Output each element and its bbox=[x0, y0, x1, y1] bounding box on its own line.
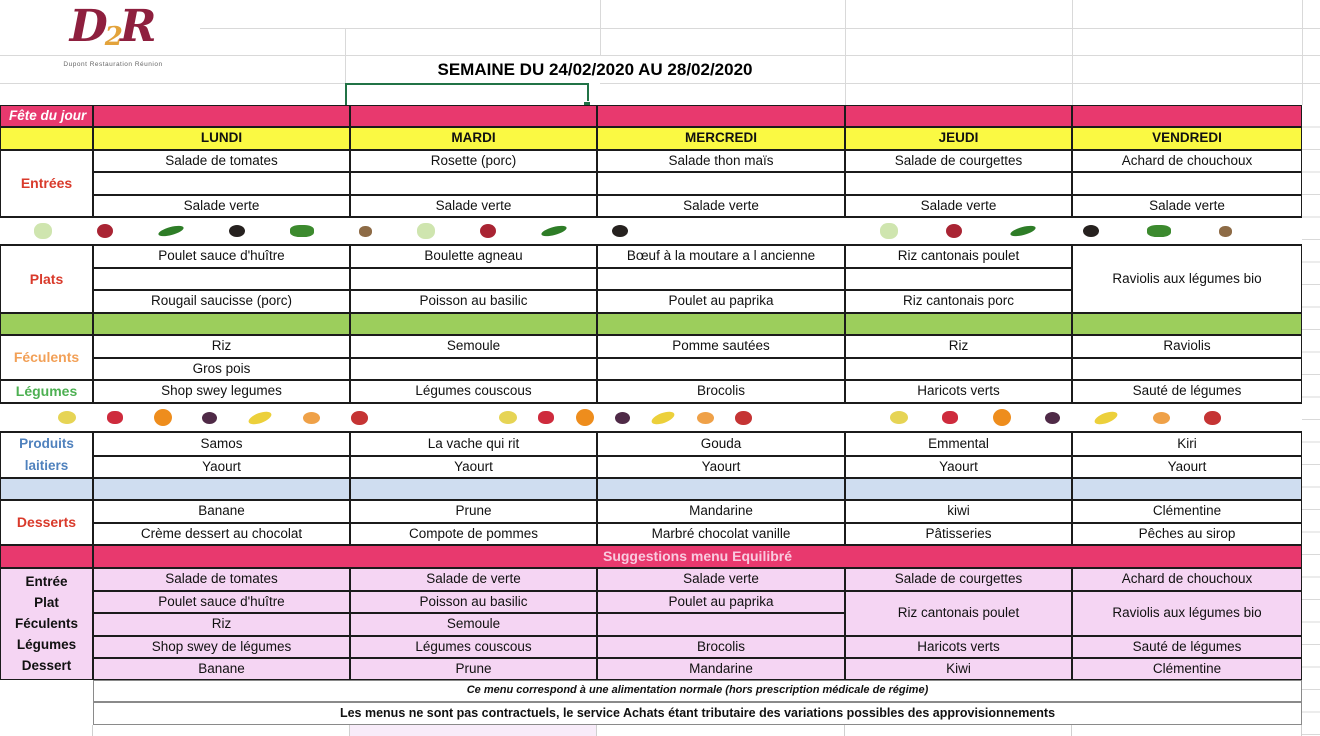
cell-entree1-vendredi[interactable]: Achard de chouchoux bbox=[1072, 150, 1302, 172]
cell-dessert1-lundi[interactable]: Banane bbox=[93, 500, 350, 523]
lemon-icon bbox=[890, 411, 908, 424]
cell-feculent1-mercredi[interactable]: Pomme sautées bbox=[597, 335, 845, 358]
cell-plat1-mercredi[interactable]: Bœuf à la moutare a l ancienne bbox=[597, 245, 845, 268]
gridline bbox=[600, 0, 601, 56]
cell-dessert1-mardi[interactable]: Prune bbox=[350, 500, 597, 523]
legumes-label[interactable]: Légumes bbox=[0, 380, 93, 403]
cell-banner-label[interactable] bbox=[0, 545, 93, 568]
cell-feculent2-vendredi[interactable] bbox=[1072, 358, 1302, 380]
cell-feculent2-lundi[interactable]: Gros pois bbox=[93, 358, 350, 380]
day-header-mardi[interactable]: MARDI bbox=[350, 127, 597, 150]
cell-laitier2-lundi[interactable]: Yaourt bbox=[93, 456, 350, 478]
cell-dessert2-mercredi[interactable]: Marbré chocolat vanille bbox=[597, 523, 845, 545]
cell-sugg-entree-mardi[interactable]: Salade de verte bbox=[350, 568, 597, 591]
apple-icon bbox=[1204, 411, 1221, 425]
cell-blue-mardi[interactable] bbox=[350, 478, 597, 500]
cell-fete-lundi[interactable] bbox=[93, 105, 350, 127]
fete-du-jour-label[interactable]: Fête du jour bbox=[0, 105, 93, 127]
cell-plat1-mardi[interactable]: Boulette agneau bbox=[350, 245, 597, 268]
cell-green-jeudi[interactable] bbox=[845, 313, 1072, 335]
cell-sugg-plat-mardi[interactable]: Poisson au basilic bbox=[350, 591, 597, 613]
cell-entree2-lundi[interactable] bbox=[93, 172, 350, 195]
sugg-label-entree: Entrée bbox=[25, 573, 68, 589]
olives-icon bbox=[612, 225, 628, 237]
fennel-icon bbox=[880, 223, 898, 239]
cell-sugg-legume-mardi[interactable]: Légumes couscous bbox=[350, 636, 597, 658]
desserts-label[interactable]: Desserts bbox=[0, 500, 93, 545]
fig-icon bbox=[1045, 412, 1060, 424]
olives-icon bbox=[1083, 225, 1099, 237]
cell-sugg-feculent-mardi[interactable]: Semoule bbox=[350, 613, 597, 636]
fennel-icon bbox=[417, 223, 435, 239]
cell-bottom-mercredi[interactable] bbox=[597, 725, 845, 736]
gridline bbox=[1072, 0, 1073, 105]
strawberry-icon bbox=[942, 411, 958, 424]
apple-icon bbox=[735, 411, 752, 425]
zucchini-icon bbox=[1009, 224, 1036, 238]
produits-laitiers-label[interactable] bbox=[0, 432, 93, 478]
cell-entree1-jeudi[interactable]: Salade de courgettes bbox=[845, 150, 1072, 172]
cell-entree2-jeudi[interactable] bbox=[845, 172, 1072, 195]
cell-dessert1-mercredi[interactable]: Mandarine bbox=[597, 500, 845, 523]
cell-bottom-mardi[interactable] bbox=[350, 725, 597, 736]
apricot-icon bbox=[303, 412, 320, 424]
cell-entree3-mardi[interactable]: Salade verte bbox=[350, 195, 597, 217]
cell-plat2-jeudi[interactable] bbox=[845, 268, 1072, 290]
cell-entree3-vendredi[interactable]: Salade verte bbox=[1072, 195, 1302, 217]
cell-sugg-dessert-lundi[interactable]: Banane bbox=[93, 658, 350, 680]
cell-plat3-mercredi[interactable]: Poulet au paprika bbox=[597, 290, 845, 313]
cell-sugg-dessert-jeudi[interactable]: Kiwi bbox=[845, 658, 1072, 680]
cell-sugg-dessert-mercredi[interactable]: Mandarine bbox=[597, 658, 845, 680]
orange-icon bbox=[154, 409, 172, 426]
lemon-icon bbox=[499, 411, 517, 424]
pomegranate-icon bbox=[480, 224, 496, 238]
fig-icon bbox=[202, 412, 217, 424]
cell-sugg-legume-vendredi[interactable]: Sauté de légumes bbox=[1072, 636, 1302, 658]
cell-laitier2-jeudi[interactable]: Yaourt bbox=[845, 456, 1072, 478]
cell-entree3-lundi[interactable]: Salade verte bbox=[93, 195, 350, 217]
cell-feculent1-vendredi[interactable]: Raviolis bbox=[1072, 335, 1302, 358]
orange-icon bbox=[993, 409, 1011, 426]
plats-label[interactable]: Plats bbox=[0, 245, 93, 313]
cell-laitier2-mercredi[interactable]: Yaourt bbox=[597, 456, 845, 478]
day-header-mercredi[interactable]: MERCREDI bbox=[597, 127, 845, 150]
right-gridline-strip bbox=[1302, 105, 1320, 736]
cell-legume-vendredi[interactable]: Sauté de légumes bbox=[1072, 380, 1302, 403]
cell-laitier2-vendredi[interactable]: Yaourt bbox=[1072, 456, 1302, 478]
sheet-header-area bbox=[0, 0, 1320, 105]
cell-entree3-mercredi[interactable]: Salade verte bbox=[597, 195, 845, 217]
cell-fete-vendredi[interactable] bbox=[1072, 105, 1302, 127]
cell-blue-mercredi[interactable] bbox=[597, 478, 845, 500]
active-cell-selection[interactable] bbox=[345, 83, 589, 107]
cell-sugg-entree-lundi[interactable]: Salade de tomates bbox=[93, 568, 350, 591]
cell-laitier1-jeudi[interactable]: Emmental bbox=[845, 432, 1072, 456]
cell-plat3-mardi[interactable]: Poisson au basilic bbox=[350, 290, 597, 313]
cell-sugg-legume-lundi[interactable]: Shop swey de légumes bbox=[93, 636, 350, 658]
greens-icon bbox=[1147, 225, 1171, 237]
cell-laitier1-lundi[interactable]: Samos bbox=[93, 432, 350, 456]
fennel-icon bbox=[34, 223, 52, 239]
olives-icon bbox=[229, 225, 245, 237]
pomegranate-icon bbox=[946, 224, 962, 238]
zucchini-icon bbox=[541, 224, 568, 238]
cell-legume-mardi[interactable]: Légumes couscous bbox=[350, 380, 597, 403]
cell-bottom-label[interactable] bbox=[0, 725, 93, 736]
cell-dessert1-jeudi[interactable]: kiwi bbox=[845, 500, 1072, 523]
cell-feculent2-mercredi[interactable] bbox=[597, 358, 845, 380]
cell-sugg-legume-jeudi[interactable]: Haricots verts bbox=[845, 636, 1072, 658]
cell-plat1-jeudi[interactable]: Riz cantonais poulet bbox=[845, 245, 1072, 268]
cell-sugg-entree-jeudi[interactable]: Salade de courgettes bbox=[845, 568, 1072, 591]
fig-icon bbox=[615, 412, 630, 424]
produits-laitiers-line2: laitiers bbox=[24, 458, 69, 473]
cell-fete-jeudi[interactable] bbox=[845, 105, 1072, 127]
cell-plat2-lundi[interactable] bbox=[93, 268, 350, 290]
cell-plat3-lundi[interactable]: Rougail saucisse (porc) bbox=[93, 290, 350, 313]
cell-dessert2-mardi[interactable]: Compote de pommes bbox=[350, 523, 597, 545]
greens-icon bbox=[290, 225, 314, 237]
vegetable-icons-group-2 bbox=[856, 223, 1256, 239]
feculents-label[interactable]: Féculents bbox=[0, 335, 93, 380]
cell-sugg-plat-lundi[interactable]: Poulet sauce d'huître bbox=[93, 591, 350, 613]
cell-dessert2-jeudi[interactable]: Pâtisseries bbox=[845, 523, 1072, 545]
seeds-icon bbox=[1219, 226, 1232, 237]
suggestions-row-labels[interactable] bbox=[0, 568, 93, 680]
cell-feculent1-mardi[interactable]: Semoule bbox=[350, 335, 597, 358]
cell-plat2-mardi[interactable] bbox=[350, 268, 597, 290]
cell-green-mercredi[interactable] bbox=[597, 313, 845, 335]
apple-icon bbox=[351, 411, 368, 425]
logo-subtitle: Dupont Restauration Réunion bbox=[63, 61, 163, 68]
cell-fete-mardi[interactable] bbox=[350, 105, 597, 127]
cell-day-corner[interactable] bbox=[0, 127, 93, 150]
d2r-logo-mark: D2R bbox=[69, 1, 157, 52]
cell-green-lundi[interactable] bbox=[93, 313, 350, 335]
cell-entree3-jeudi[interactable]: Salade verte bbox=[845, 195, 1072, 217]
fruit-icons-strip bbox=[0, 403, 1302, 432]
cell-entree1-mardi[interactable]: Rosette (porc) bbox=[350, 150, 597, 172]
suggestions-banner[interactable]: Suggestions menu Equilibré bbox=[93, 545, 1302, 568]
apricot-icon bbox=[697, 412, 714, 424]
cell-sugg-feculent-mercredi[interactable] bbox=[597, 613, 845, 636]
cell-entree2-mercredi[interactable] bbox=[597, 172, 845, 195]
cell-laitier1-vendredi[interactable]: Kiri bbox=[1072, 432, 1302, 456]
cell-legume-mercredi[interactable]: Brocolis bbox=[597, 380, 845, 403]
cell-blue-vendredi[interactable] bbox=[1072, 478, 1302, 500]
cell-green-label[interactable] bbox=[0, 313, 93, 335]
cell-laitier1-mercredi[interactable]: Gouda bbox=[597, 432, 845, 456]
cell-sugg-plat-jeudi-merged[interactable]: Riz cantonais poulet bbox=[845, 591, 1072, 636]
cell-sugg-entree-vendredi[interactable]: Achard de chouchoux bbox=[1072, 568, 1302, 591]
strawberry-icon bbox=[538, 411, 554, 424]
cell-legume-jeudi[interactable]: Haricots verts bbox=[845, 380, 1072, 403]
cell-plat3-jeudi[interactable]: Riz cantonais porc bbox=[845, 290, 1072, 313]
entrees-label[interactable]: Entrées bbox=[0, 150, 93, 217]
zucchini-icon bbox=[157, 224, 184, 238]
orange-icon bbox=[576, 409, 594, 426]
cell-dessert2-lundi[interactable]: Crème dessert au chocolat bbox=[93, 523, 350, 545]
cell-feculent1-jeudi[interactable]: Riz bbox=[845, 335, 1072, 358]
cell-sugg-dessert-vendredi[interactable]: Clémentine bbox=[1072, 658, 1302, 680]
cell-bottom-vendredi[interactable] bbox=[1072, 725, 1302, 736]
banana-icon bbox=[650, 409, 676, 427]
cell-sugg-plat-mercredi[interactable]: Poulet au paprika bbox=[597, 591, 845, 613]
cell-entree1-mercredi[interactable]: Salade thon maïs bbox=[597, 150, 845, 172]
sugg-label-feculents: Féculents bbox=[14, 615, 79, 631]
cell-bottom-jeudi[interactable] bbox=[845, 725, 1072, 736]
banana-icon bbox=[1093, 409, 1119, 427]
cell-blue-jeudi[interactable] bbox=[845, 478, 1072, 500]
cell-plat2-mercredi[interactable] bbox=[597, 268, 845, 290]
cell-feculent1-lundi[interactable]: Riz bbox=[93, 335, 350, 358]
seeds-icon bbox=[359, 226, 372, 237]
cell-legume-lundi[interactable]: Shop swey legumes bbox=[93, 380, 350, 403]
banana-icon bbox=[247, 409, 273, 427]
gridline bbox=[1302, 0, 1303, 105]
strawberry-icon bbox=[107, 411, 123, 424]
cell-sugg-dessert-mardi[interactable]: Prune bbox=[350, 658, 597, 680]
cell-sugg-entree-mercredi[interactable]: Salade verte bbox=[597, 568, 845, 591]
lemon-icon bbox=[58, 411, 76, 424]
cell-blue-lundi[interactable] bbox=[93, 478, 350, 500]
fruit-icons-group-3 bbox=[873, 409, 1238, 426]
vegetable-icons-group-1 bbox=[3, 223, 651, 239]
footer-note-regime[interactable]: Ce menu correspond à une alimentation normale (hors prescription médicale de régime) bbox=[93, 680, 1302, 702]
fruit-icons-group-2 bbox=[488, 409, 763, 426]
gridline bbox=[845, 0, 846, 105]
menu-table bbox=[0, 105, 1320, 736]
cell-fete-mercredi[interactable] bbox=[597, 105, 845, 127]
week-title: SEMAINE DU 24/02/2020 AU 28/02/2020 bbox=[437, 60, 753, 79]
vegetable-icons-strip bbox=[0, 217, 1302, 245]
cell-dessert2-vendredi[interactable]: Pêches au sirop bbox=[1072, 523, 1302, 545]
cell-entree2-vendredi[interactable] bbox=[1072, 172, 1302, 195]
cell-bottom-lundi[interactable] bbox=[93, 725, 350, 736]
gridline bbox=[200, 28, 1320, 29]
sugg-label-legumes: Légumes bbox=[16, 637, 77, 653]
cell-dessert1-vendredi[interactable]: Clémentine bbox=[1072, 500, 1302, 523]
cell-feculent2-mardi[interactable] bbox=[350, 358, 597, 380]
cell-plat1-lundi[interactable]: Poulet sauce d'huître bbox=[93, 245, 350, 268]
d2r-logo bbox=[28, 1, 198, 68]
day-header-jeudi[interactable]: JEUDI bbox=[845, 127, 1072, 150]
day-header-lundi[interactable]: LUNDI bbox=[93, 127, 350, 150]
pomegranate-icon bbox=[97, 224, 113, 238]
cell-sugg-plat-vendredi-merged[interactable]: Raviolis aux légumes bio bbox=[1072, 591, 1302, 636]
cell-laitier1-mardi[interactable]: La vache qui rit bbox=[350, 432, 597, 456]
cell-plat-vendredi-merged[interactable]: Raviolis aux légumes bio bbox=[1072, 245, 1302, 313]
cell-sugg-legume-mercredi[interactable]: Brocolis bbox=[597, 636, 845, 658]
fruit-icons-group-1 bbox=[43, 409, 383, 426]
cell-feculent2-jeudi[interactable] bbox=[845, 358, 1072, 380]
apricot-icon bbox=[1153, 412, 1170, 424]
sugg-label-plat: Plat bbox=[34, 594, 59, 610]
footer-note-contractuel[interactable]: Les menus ne sont pas contractuels, le service Achats étant tributaire des variations possibles des approvisionnements bbox=[93, 702, 1302, 725]
gridline bbox=[0, 83, 345, 84]
day-header-vendredi[interactable]: VENDREDI bbox=[1072, 127, 1302, 150]
cell-green-mardi[interactable] bbox=[350, 313, 597, 335]
cell-green-vendredi[interactable] bbox=[1072, 313, 1302, 335]
cell-laitier2-mardi[interactable]: Yaourt bbox=[350, 456, 597, 478]
cell-blue-label[interactable] bbox=[0, 478, 93, 500]
sugg-label-dessert: Dessert bbox=[21, 658, 72, 674]
cell-entree2-mardi[interactable] bbox=[350, 172, 597, 195]
produits-laitiers-line1: Produits bbox=[19, 436, 74, 452]
cell-entree1-lundi[interactable]: Salade de tomates bbox=[93, 150, 350, 172]
cell-sugg-feculent-lundi[interactable]: Riz bbox=[93, 613, 350, 636]
